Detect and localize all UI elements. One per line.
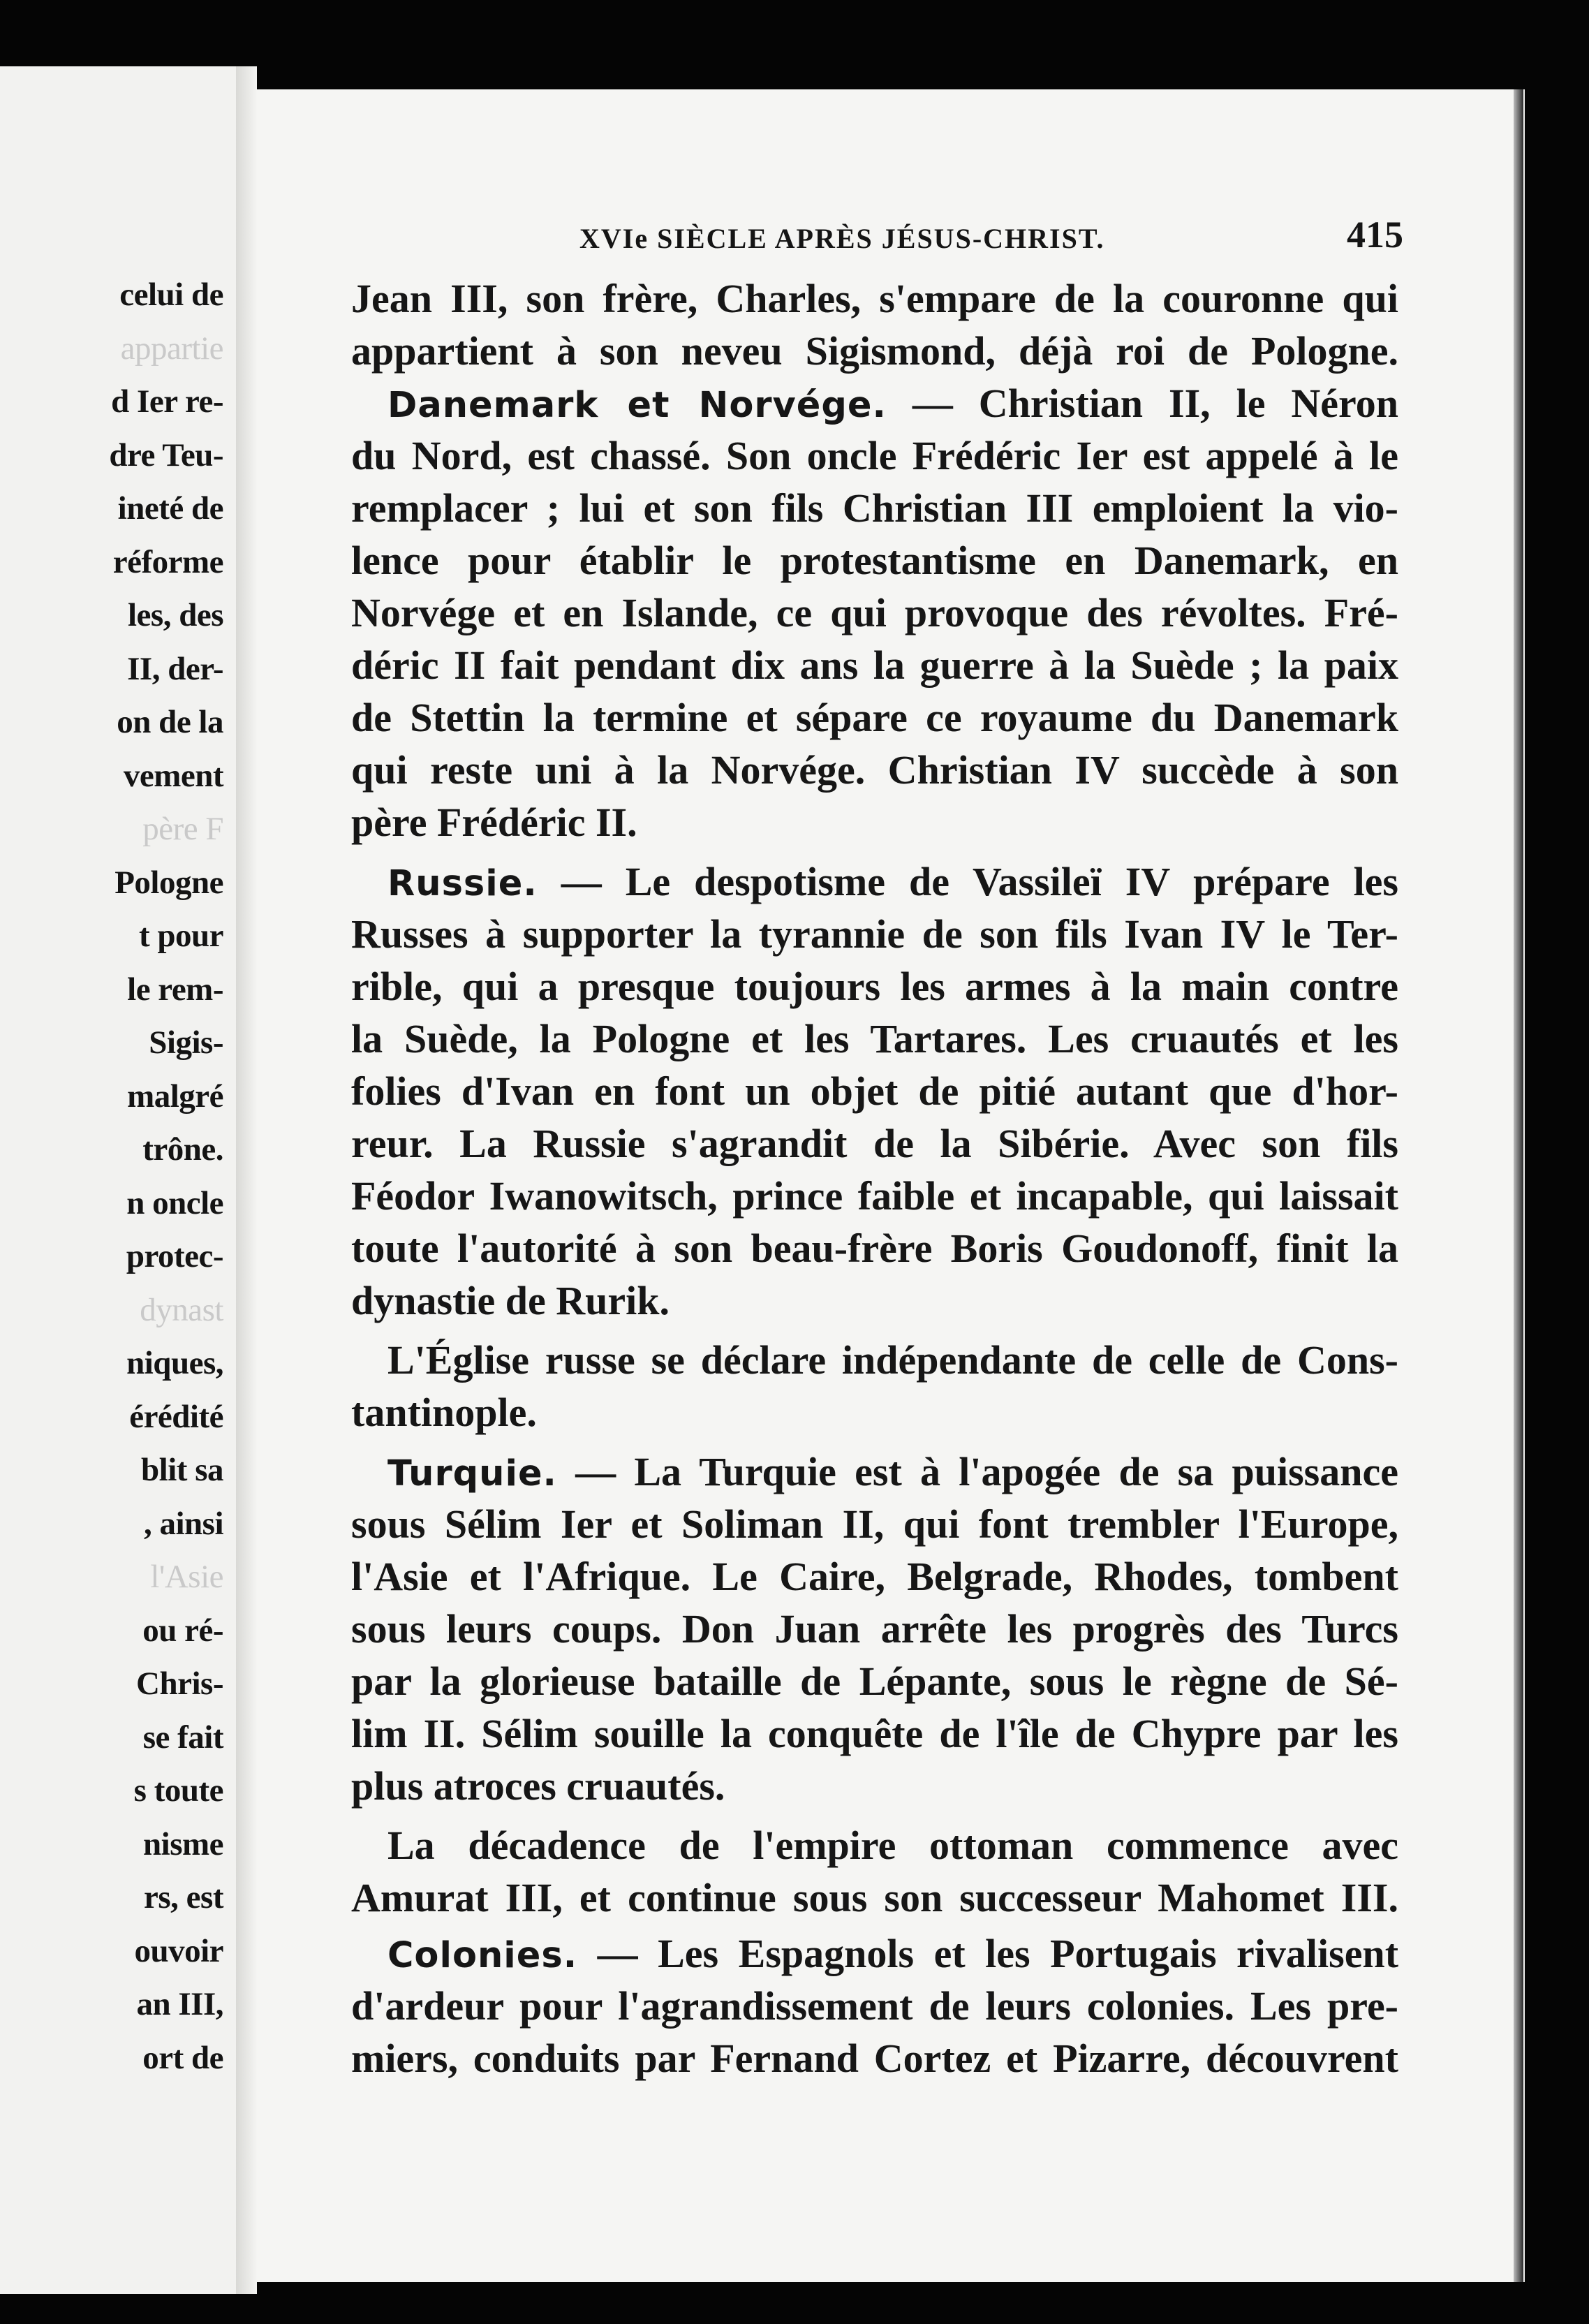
left-page-text-fragment: rs, est (144, 1879, 223, 1915)
text-line: Jean III, son frère, Charles, s'empare de la couronne qui (351, 276, 1398, 321)
left-page-text-fragment: ort de (142, 2039, 223, 2076)
left-page-text-fragment: ouvoir (134, 1932, 223, 1969)
text-line: qui reste uni à la Norvége. Christian IV succède à son (351, 747, 1398, 793)
left-page-text-fragment: réforme (112, 543, 223, 580)
rubric-colonies: Colonies. (387, 1935, 578, 1976)
text-line: tantinople. (351, 1390, 537, 1435)
left-page-text-fragment: ineté de (117, 490, 223, 527)
rubric-danemark: Danemark et Norvége. (387, 385, 887, 426)
page-number: 415 (1347, 214, 1403, 256)
text-line: Amurat III, et continue sous son successeur Mahomet III. (351, 1875, 1398, 1920)
left-page-text-fragment: s toute (133, 1772, 223, 1809)
left-page-text-fragment: ou ré- (142, 1612, 223, 1649)
left-page-text-fragment: le rem- (127, 971, 223, 1008)
text-line: la Suède, la Pologne et les Tartares. Les cruautés et les (351, 1016, 1398, 1061)
text-line: père Frédéric II. (351, 800, 637, 845)
left-page-text-fragment: niques, (126, 1345, 223, 1381)
text-line: Russes à supporter la tyrannie de son fils Ivan IV le Ter- (351, 911, 1398, 957)
running-title: XVIe SIÈCLE APRÈS JÉSUS-CHRIST. (579, 223, 1105, 254)
text-line: La décadence de l'empire ottoman commence avec (387, 1823, 1398, 1868)
text-line (351, 378, 1398, 429)
left-page-text-fragment: érédité (129, 1398, 223, 1435)
left-page-text-fragment: Chris- (136, 1665, 223, 1702)
left-page-text-fragment: Pologne (114, 864, 223, 901)
left-page-text-fragment: l'Asie (150, 1559, 223, 1595)
left-page-text-fragment: II, der- (127, 650, 223, 687)
text-line: l'Asie et l'Afrique. Le Caire, Belgrade, Rhodes, tombent (351, 1554, 1398, 1599)
left-page-text-fragment: d Ier re- (111, 383, 223, 420)
left-page-text-fragment: dynast (140, 1291, 223, 1328)
text-line: remplacer ; lui et son fils Christian III emploient la vio- (351, 485, 1398, 531)
left-page-text-fragment: protec- (126, 1238, 223, 1274)
rubric-text: — Les Espagnols et les Portugais rivalisent (597, 1931, 1399, 1976)
rubric-text: — Christian II, le Néron (912, 381, 1399, 426)
left-page-text-fragment: blit sa (141, 1452, 223, 1488)
left-page-text-fragment: t pour (138, 918, 223, 954)
text-line: reur. La Russie s'agrandit de la Sibérie. Avec son fils (351, 1121, 1398, 1166)
text-line: rible, qui a presque toujours les armes à la main contre (351, 964, 1398, 1009)
rubric-text: — La Turquie est à l'apogée de sa puissance (575, 1449, 1398, 1494)
text-line: sous leurs coups. Don Juan arrête les progrès des Turcs (351, 1606, 1398, 1652)
text-line (351, 1447, 1398, 1497)
text-line: L'Église russe se déclare indépendante de celle de Cons- (387, 1337, 1398, 1383)
text-line: Norvége et en Islande, ce qui provoque des révoltes. Fré- (351, 590, 1398, 635)
left-page-text-fragment: père F (142, 811, 223, 847)
rubric-turquie: Turquie. (387, 1453, 557, 1494)
left-page-text-fragment: , ainsi (143, 1505, 223, 1542)
left-page-text-fragment: on de la (117, 704, 223, 740)
text-line: de Stettin la termine et sépare ce royaume du Danemark (351, 695, 1398, 740)
text-line: Féodor Iwanowitsch, prince faible et incapable, qui laissait (351, 1173, 1398, 1219)
left-page-text-fragment: vement (123, 757, 223, 794)
text-line (351, 857, 1398, 907)
left-page-text-fragment: appartie (120, 330, 223, 367)
text-line (351, 1929, 1398, 1979)
text-line: plus atroces cruautés. (351, 1763, 725, 1809)
text-line: toute l'autorité à son beau-frère Boris Goudonoff, finit la (351, 1226, 1398, 1271)
page-edge-shadow (1514, 89, 1523, 2282)
left-page-text-fragment: celui de (119, 277, 223, 313)
left-page-text-fragment: Sigis- (149, 1024, 223, 1061)
text-line: dynastie de Rurik. (351, 1278, 670, 1323)
text-line: du Nord, est chassé. Son oncle Frédéric Ier est appelé à le (351, 433, 1398, 478)
left-page-text-fragment: les, des (128, 597, 223, 633)
text-line: lim II. Sélim souille la conquête de l'île de Chypre par les (351, 1711, 1398, 1756)
left-page-text-fragment: dre Teu- (109, 436, 223, 473)
text-line: lence pour établir le protestantisme en Danemark, en (351, 538, 1398, 583)
left-page-text-fragment: se fait (142, 1719, 223, 1756)
left-page-text-fragment: nisme (143, 1825, 223, 1862)
left-page-text-fragment: n oncle (126, 1184, 223, 1221)
left-page-fragment (0, 66, 236, 2294)
text-line: appartient à son neveu Sigismond, déjà roi de Pologne. (351, 328, 1398, 374)
left-page-text-fragment: an III, (136, 1986, 223, 2022)
text-line: folies d'Ivan en font un objet de pitié autant que d'hor- (351, 1068, 1398, 1114)
text-line: sous Sélim Ier et Soliman II, qui font trembler l'Europe, (351, 1501, 1398, 1547)
text-line: d'ardeur pour l'agrandissement de leurs colonies. Les pre- (351, 1983, 1398, 2029)
text-line: par la glorieuse bataille de Lépante, sous le règne de Sé- (351, 1659, 1398, 1704)
text-line: miers, conduits par Fernand Cortez et Pizarre, découvrent (351, 2036, 1398, 2081)
left-page-text-fragment: trône. (142, 1131, 223, 1168)
text-line: déric II fait pendant dix ans la guerre à la Suède ; la paix (351, 642, 1398, 688)
book-gutter (236, 66, 257, 2294)
rubric-russie: Russie. (387, 863, 538, 904)
left-page-text-fragment: malgré (127, 1078, 223, 1115)
rubric-text: — Le despotisme de Vassileï IV prépare les (561, 859, 1399, 904)
